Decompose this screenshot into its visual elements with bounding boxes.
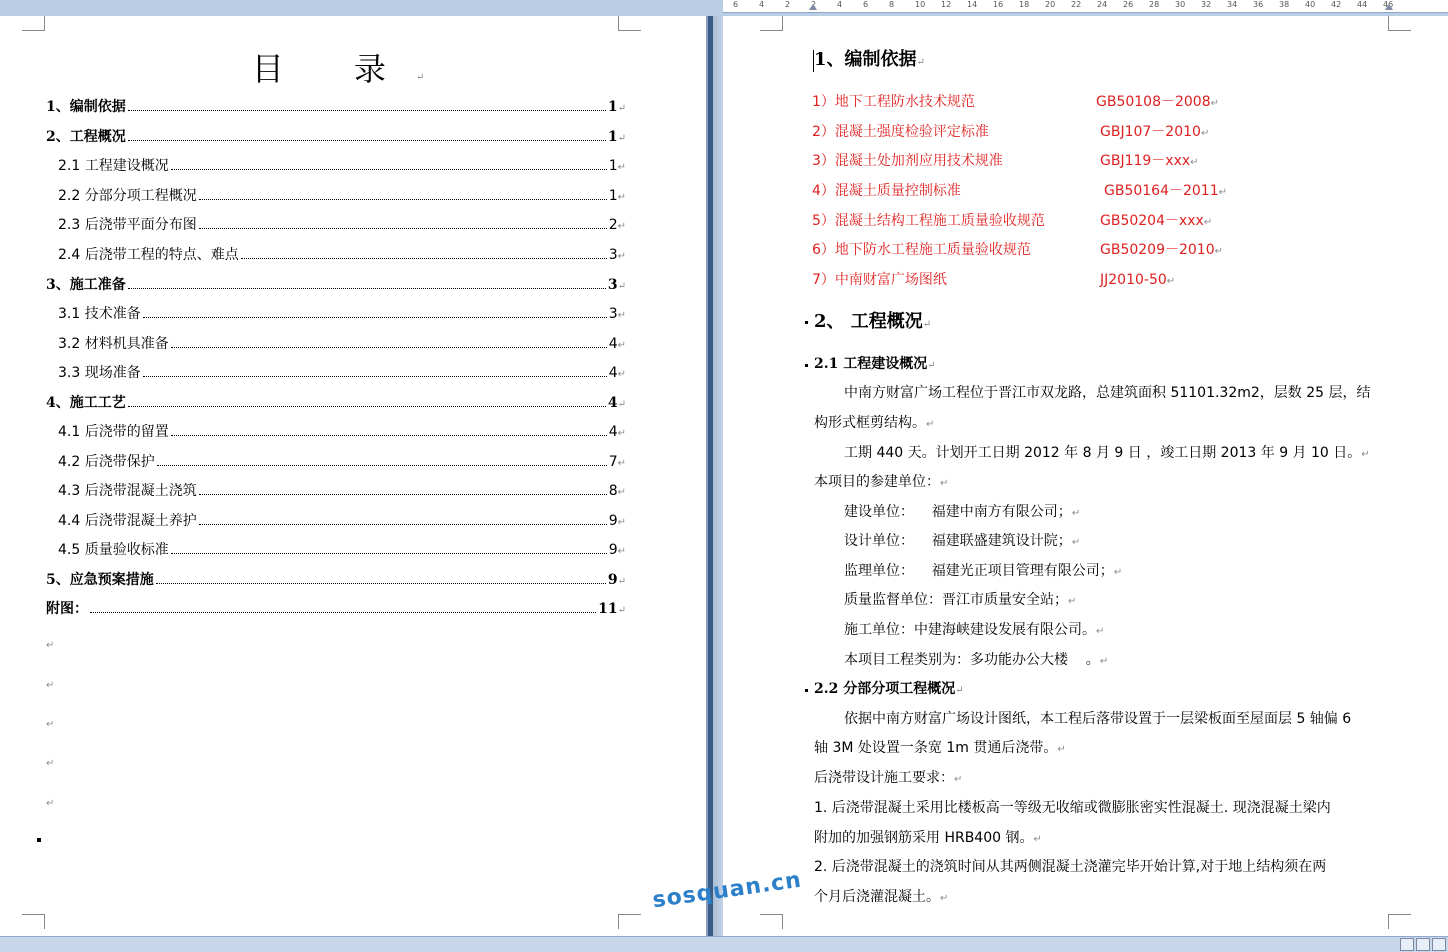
heading-overview-text: 2、 工程概况 bbox=[814, 311, 923, 332]
toc-entry[interactable] bbox=[46, 97, 626, 117]
toc-entry-page: 2 bbox=[608, 217, 618, 233]
heading-2-2[interactable] bbox=[814, 679, 964, 701]
heading-basis-text: 1、编制依据 bbox=[814, 49, 917, 70]
paragraph-text: 后浇带设计施工要求： bbox=[814, 770, 954, 786]
toc-entry[interactable] bbox=[46, 275, 626, 295]
participant-unit-text: 建设单位： 福建中南方有限公司； bbox=[844, 504, 1072, 520]
toc-entry-label: 3.3 现场准备 bbox=[58, 365, 141, 381]
paragraph-mark: ↵ bbox=[1210, 98, 1220, 109]
ruler-tick-label: 44 bbox=[1357, 0, 1368, 9]
list-bullet bbox=[805, 321, 808, 324]
toc-entry[interactable] bbox=[58, 245, 626, 265]
paragraph-requirement-1-cont[interactable] bbox=[814, 828, 1042, 850]
ruler-tick-label: 12 bbox=[941, 0, 952, 9]
paragraph-text: 依据中南方财富广场设计图纸，本工程后落带设置于一层梁板面至屋面层 5 轴偏 6 bbox=[844, 711, 1352, 727]
status-bar bbox=[0, 936, 1448, 952]
toc-leader-dots bbox=[156, 582, 606, 584]
reference-name[interactable]: 6）地下防水工程施工质量验收规范 bbox=[812, 242, 1031, 258]
paragraph-mark: ↵ bbox=[1096, 626, 1105, 637]
paragraph-mark: ↵ bbox=[617, 281, 626, 292]
toc-leader-dots bbox=[199, 227, 607, 229]
toc-leader-dots bbox=[128, 109, 606, 111]
toc-leader-dots bbox=[199, 198, 607, 200]
toc-entry[interactable] bbox=[46, 570, 626, 590]
toc-entry-label: 2.1 工程建设概况 bbox=[58, 158, 169, 174]
toc-leader-dots bbox=[157, 464, 607, 466]
ruler-tick-label: 26 bbox=[1123, 0, 1134, 9]
toc-entry-label: 2.3 后浇带平面分布图 bbox=[58, 217, 197, 233]
reference-name[interactable]: 3）混凝土处加剂应用技术规准 bbox=[812, 153, 1003, 169]
toc-entry-label: 1、编制依据 bbox=[46, 99, 126, 115]
paragraph-mark: ↵ bbox=[940, 478, 949, 489]
ruler-tick-label: 24 bbox=[1097, 0, 1108, 9]
reference-code-text: JJ2010-50 bbox=[1100, 272, 1167, 288]
toc-entry-page: 1 bbox=[607, 99, 618, 115]
paragraph-text: 中南方财富广场工程位于晋江市双龙路，总建筑面积 51101.32m2，层数 25 层，结 bbox=[844, 385, 1371, 401]
toc-page[interactable] bbox=[0, 16, 706, 936]
crop-mark-top-left-2 bbox=[760, 16, 783, 31]
paragraph-mark: ↵ bbox=[617, 340, 626, 351]
paragraph-mark: ↵ bbox=[1071, 537, 1081, 548]
list-bullet bbox=[805, 689, 808, 692]
paragraph-schedule[interactable] bbox=[844, 443, 1370, 465]
ruler-tick-label: 2 bbox=[811, 0, 817, 9]
ruler-tick-label: 32 bbox=[1201, 0, 1212, 9]
paragraph-mark: ↵ bbox=[1068, 596, 1077, 607]
toc-entry-label: 2.4 后浇带工程的特点、难点 bbox=[58, 247, 239, 263]
paragraph-mark: ↵ bbox=[954, 774, 963, 785]
paragraph-mark: ↵ bbox=[617, 310, 626, 321]
ruler-tick-label: 28 bbox=[1149, 0, 1160, 9]
heading-basis[interactable] bbox=[814, 50, 925, 73]
ruler-tick-label: 36 bbox=[1253, 0, 1264, 9]
paragraph-requirement-2[interactable] bbox=[814, 857, 1326, 877]
paragraph-mark: ↵ bbox=[1099, 656, 1109, 667]
toc-entry-label: 3、施工准备 bbox=[46, 277, 126, 293]
empty-paragraph-mark: ↵ bbox=[46, 719, 55, 730]
ruler-tick-label: 34 bbox=[1227, 0, 1238, 9]
toc-entry[interactable] bbox=[58, 156, 626, 176]
crop-mark-top-left bbox=[22, 16, 45, 31]
toc-leader-dots bbox=[171, 552, 607, 554]
ruler-tick-label: 4 bbox=[837, 0, 843, 9]
toc-leader-dots bbox=[143, 316, 607, 318]
participant-unit-text: 本项目工程类别为：多功能办公大楼 。 bbox=[844, 652, 1100, 668]
paragraph-mark: ↵ bbox=[617, 221, 626, 232]
indent-marker-icon[interactable] bbox=[809, 4, 817, 10]
toc-entry-label: 3.2 材料机具准备 bbox=[58, 336, 169, 352]
heading-2-1-text: 2.1 工程建设概况 bbox=[814, 356, 928, 372]
reference-code[interactable] bbox=[1100, 270, 1175, 292]
watermark-logo: sosquan.cn bbox=[650, 867, 804, 914]
participant-unit[interactable] bbox=[844, 561, 1122, 583]
paragraph-mark: ↵ bbox=[940, 893, 949, 904]
participant-unit-text: 质量监督单位：晋江市质量安全站； bbox=[844, 592, 1068, 608]
paragraph-design-basis-cont[interactable] bbox=[814, 738, 1066, 760]
reading-view-icon[interactable] bbox=[1416, 938, 1430, 951]
participant-unit[interactable] bbox=[844, 502, 1080, 524]
empty-paragraph-mark: ↵ bbox=[46, 640, 55, 651]
paragraph-mark: ↵ bbox=[617, 162, 626, 173]
reference-code[interactable] bbox=[1100, 151, 1199, 173]
paragraph-mark: ↵ bbox=[927, 360, 936, 371]
toc-entry-label: 2.2 分部分项工程概况 bbox=[58, 188, 197, 204]
ruler-tick-label: 42 bbox=[1331, 0, 1342, 9]
paragraph-mark: ↵ bbox=[1113, 567, 1123, 578]
toc-entry-page: 3 bbox=[608, 306, 618, 322]
paragraph-mark: ↵ bbox=[1200, 128, 1210, 139]
paragraph-participants[interactable] bbox=[814, 472, 948, 494]
paragraph-project-location[interactable] bbox=[844, 383, 1371, 403]
toc-entry-page: 8 bbox=[608, 483, 618, 499]
paragraph-mark: ↵ bbox=[617, 192, 626, 203]
toc-entry-page: 7 bbox=[608, 454, 618, 470]
reference-code-text: GB50209－2010 bbox=[1100, 242, 1215, 258]
participant-unit[interactable] bbox=[844, 620, 1104, 642]
crop-mark-top-right bbox=[618, 16, 641, 31]
toc-entry[interactable] bbox=[46, 599, 626, 619]
toc-entry[interactable] bbox=[58, 481, 626, 501]
paragraph-mark: ↵ bbox=[617, 428, 626, 439]
ruler-tick-label: 20 bbox=[1045, 0, 1056, 9]
paragraph-structure[interactable] bbox=[814, 413, 934, 435]
empty-paragraph-mark: ↵ bbox=[46, 680, 55, 691]
ruler-tick-label: 8 bbox=[889, 0, 895, 9]
toc-entry[interactable] bbox=[58, 363, 626, 383]
toc-entry-label: 4、施工工艺 bbox=[46, 395, 126, 411]
paragraph-design-basis[interactable] bbox=[844, 709, 1351, 729]
toc-leader-dots bbox=[199, 523, 607, 525]
reference-name[interactable]: 1）地下工程防水技术规范 bbox=[812, 94, 975, 110]
crop-mark-top-right-2 bbox=[1388, 16, 1411, 31]
reference-name[interactable]: 4）混凝土质量控制标准 bbox=[812, 183, 961, 199]
toc-leader-dots bbox=[128, 405, 606, 407]
paragraph-requirements[interactable] bbox=[814, 768, 962, 790]
reference-code[interactable] bbox=[1100, 211, 1212, 233]
web-view-icon[interactable] bbox=[1432, 938, 1446, 951]
horizontal-ruler[interactable] bbox=[723, 0, 1448, 13]
page-gutter bbox=[706, 16, 723, 936]
toc-entry-page: 4 bbox=[607, 395, 618, 411]
paragraph-mark: ↵ bbox=[617, 251, 626, 262]
toc-entry[interactable] bbox=[58, 540, 626, 560]
paragraph-requirement-2-cont[interactable] bbox=[814, 887, 948, 909]
paragraph-text: 构形式框剪结构。 bbox=[814, 415, 926, 431]
reference-code-text: GB50164－2011 bbox=[1104, 183, 1219, 199]
toc-entry-label: 2、工程概况 bbox=[46, 129, 126, 145]
ruler-tick-label: 40 bbox=[1305, 0, 1316, 9]
empty-paragraph-mark: ↵ bbox=[46, 758, 55, 769]
reference-code-text: GB50108－2008 bbox=[1096, 94, 1211, 110]
reference-name[interactable]: 2）混凝土强度检验评定标准 bbox=[812, 124, 989, 140]
toc-entry[interactable] bbox=[46, 393, 626, 413]
paragraph-text: 2. 后浇带混凝土的浇筑时间从其两侧混凝土浇灌完毕开始计算,对于地上结构须在两 bbox=[814, 859, 1327, 875]
paragraph-mark: ↵ bbox=[617, 517, 626, 528]
toc-entry-label: 附图： bbox=[46, 601, 88, 617]
ruler-tick-label: 6 bbox=[733, 0, 739, 9]
paragraph-mark: ↵ bbox=[617, 546, 626, 557]
paragraph-mark: ↵ bbox=[1203, 217, 1213, 228]
participant-unit-text: 监理单位： 福建光正项目管理有限公司； bbox=[844, 563, 1114, 579]
toc-entry-page: 1 bbox=[608, 188, 618, 204]
crop-mark-bottom-left-2 bbox=[760, 914, 783, 929]
ruler-tick-label: 6 bbox=[863, 0, 869, 9]
paragraph-text: 附加的加强钢筋采用 HRB400 钢。 bbox=[814, 830, 1034, 846]
list-bullet bbox=[805, 364, 808, 367]
crop-mark-bottom-right-2 bbox=[1388, 914, 1411, 929]
crop-mark-bottom-right bbox=[618, 914, 641, 929]
toc-entry-label: 4.1 后浇带的留置 bbox=[58, 424, 169, 440]
paragraph-mark: ↵ bbox=[1033, 834, 1042, 845]
toc-entry-page: 4 bbox=[608, 336, 618, 352]
reference-code[interactable] bbox=[1104, 181, 1227, 203]
empty-paragraph-mark: ↵ bbox=[46, 798, 55, 809]
toc-entry-page: 3 bbox=[607, 277, 618, 293]
paragraph-text: 轴 3M 处设置一条宽 1m 贯通后浇带。 bbox=[814, 740, 1058, 756]
participant-unit-text: 施工单位：中建海峡建设发展有限公司。 bbox=[844, 622, 1096, 638]
print-layout-view-icon[interactable] bbox=[1400, 938, 1414, 951]
ruler-tick-label: 30 bbox=[1175, 0, 1186, 9]
toc-leader-dots bbox=[171, 168, 607, 170]
toc-entry-page: 9 bbox=[607, 572, 618, 588]
toc-entry[interactable] bbox=[58, 304, 626, 324]
reference-code[interactable] bbox=[1100, 122, 1209, 144]
toc-entry[interactable] bbox=[58, 334, 626, 354]
paragraph-mark: ↵ bbox=[1214, 246, 1224, 257]
paragraph-mark: ↵ bbox=[617, 399, 626, 410]
toc-leader-dots bbox=[199, 493, 607, 495]
paragraph-mark: ↵ bbox=[1071, 508, 1081, 519]
toc-entry-page: 1 bbox=[607, 129, 618, 145]
paragraph-mark: ↵ bbox=[916, 57, 925, 68]
paragraph-mark: ↵ bbox=[617, 133, 626, 144]
paragraph-mark: ↵ bbox=[1218, 187, 1228, 198]
heading-overview[interactable] bbox=[814, 312, 931, 335]
toc-entry-label: 4.4 后浇带混凝土养护 bbox=[58, 513, 197, 529]
paragraph-mark: ↵ bbox=[617, 605, 626, 616]
ruler-tick-label: 10 bbox=[915, 0, 926, 9]
toc-entry[interactable] bbox=[58, 422, 626, 442]
toc-entry[interactable] bbox=[58, 452, 626, 472]
toc-title bbox=[0, 44, 706, 90]
ruler-tick-label: 18 bbox=[1019, 0, 1030, 9]
toc-entry-page: 9 bbox=[608, 513, 618, 529]
paragraph-text: 1. 后浇带混凝土采用比楼板高一等级无收缩或微膨胀密实性混凝土. 现浇混凝土梁内 bbox=[814, 800, 1331, 816]
ruler-tick-label: 46 bbox=[1383, 0, 1394, 9]
toc-entry[interactable] bbox=[58, 511, 626, 531]
ruler-tick-label: 4 bbox=[759, 0, 765, 9]
toc-entry-page: 4 bbox=[608, 365, 618, 381]
toc-entry-page: 4 bbox=[608, 424, 618, 440]
gutter-bar bbox=[708, 16, 713, 936]
toc-entry-label: 4.2 后浇带保护 bbox=[58, 454, 155, 470]
paragraph-text: 个月后浇灌混凝土。 bbox=[814, 889, 940, 905]
ruler-tick-label: 2 bbox=[785, 0, 791, 9]
ruler-tick-label: 14 bbox=[967, 0, 978, 9]
participant-unit[interactable] bbox=[844, 650, 1108, 672]
paragraph-mark: ↵ bbox=[617, 576, 626, 587]
reference-name[interactable]: 5）混凝土结构工程施工质量验收规范 bbox=[812, 213, 1045, 229]
toc-entry[interactable] bbox=[58, 215, 626, 235]
paragraph-mark: ↵ bbox=[415, 72, 455, 83]
toc-leader-dots bbox=[90, 611, 596, 613]
heading-2-2-text: 2.2 分部分项工程概况 bbox=[814, 681, 956, 697]
crop-mark-bottom-left bbox=[22, 914, 45, 929]
reference-code-text: GBJ107－2010 bbox=[1100, 124, 1201, 140]
toc-entry-page: 3 bbox=[608, 247, 618, 263]
paragraph-mark: ↵ bbox=[1057, 744, 1066, 755]
paragraph-requirement-1[interactable] bbox=[814, 798, 1331, 818]
toc-entry-page: 1 bbox=[608, 158, 618, 174]
paragraph-mark: ↵ bbox=[617, 369, 626, 380]
reference-code[interactable] bbox=[1100, 240, 1223, 262]
ruler-tick-label: 16 bbox=[993, 0, 1004, 9]
reference-code-text: GBJ119－xxx bbox=[1100, 153, 1191, 169]
paragraph-mark: ↵ bbox=[1361, 449, 1370, 460]
paragraph-mark: ↵ bbox=[955, 685, 964, 696]
ruler-tick-label: 22 bbox=[1071, 0, 1082, 9]
paragraph-mark: ↵ bbox=[617, 487, 626, 498]
toc-leader-dots bbox=[128, 139, 606, 141]
toc-leader-dots bbox=[143, 375, 607, 377]
reference-name[interactable]: 7）中南财富广场图纸 bbox=[812, 272, 947, 288]
reference-code[interactable] bbox=[1096, 92, 1219, 114]
toc-leader-dots bbox=[241, 257, 607, 259]
section-break-marker bbox=[37, 838, 41, 842]
toc-leader-dots bbox=[128, 287, 606, 289]
paragraph-text: 工期 440 天。计划开工日期 2012 年 8 月 9 日 ，竣工日期 2013 年 9 月 10 日。 bbox=[844, 445, 1362, 461]
ruler-tick-label: 38 bbox=[1279, 0, 1290, 9]
toc-leader-dots bbox=[171, 346, 607, 348]
toc-leader-dots bbox=[171, 434, 607, 436]
paragraph-mark: ↵ bbox=[922, 319, 932, 330]
toc-entry[interactable] bbox=[58, 186, 626, 206]
paragraph-mark: ↵ bbox=[617, 103, 626, 114]
paragraph-mark: ↵ bbox=[1166, 276, 1176, 287]
participant-unit[interactable] bbox=[844, 590, 1076, 612]
toc-entry-label: 5、应急预案措施 bbox=[46, 572, 154, 588]
paragraph-mark: ↵ bbox=[926, 419, 935, 430]
toc-entry-label: 3.1 技术准备 bbox=[58, 306, 141, 322]
participant-unit[interactable] bbox=[844, 531, 1080, 553]
paragraph-mark: ↵ bbox=[1190, 157, 1199, 168]
toc-entry-page: 11 bbox=[598, 601, 618, 617]
indent-marker-icon[interactable] bbox=[1385, 4, 1393, 10]
paragraph-text: 本项目的参建单位： bbox=[814, 474, 940, 490]
participant-unit-text: 设计单位： 福建联盛建筑设计院； bbox=[844, 533, 1072, 549]
toc-entry-label: 4.3 后浇带混凝土浇筑 bbox=[58, 483, 197, 499]
toc-entry-page: 9 bbox=[608, 542, 618, 558]
toc-entry-label: 4.5 质量验收标准 bbox=[58, 542, 169, 558]
paragraph-mark: ↵ bbox=[617, 458, 626, 469]
toc-title-text: 目 录 bbox=[251, 50, 416, 88]
reference-code-text: GB50204－xxx bbox=[1100, 213, 1204, 229]
heading-2-1[interactable] bbox=[814, 354, 936, 376]
toc-entry[interactable] bbox=[46, 127, 626, 147]
